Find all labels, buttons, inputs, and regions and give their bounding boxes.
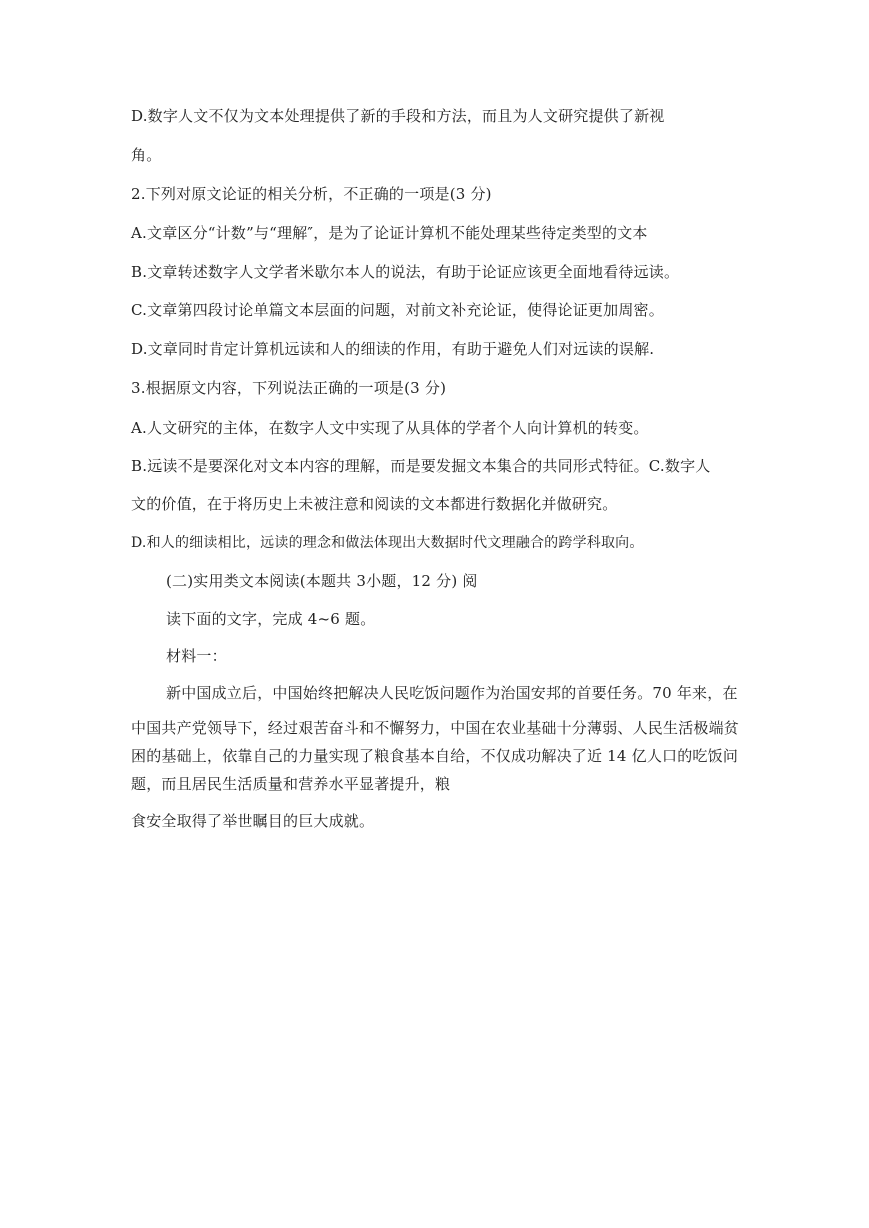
paragraph-line: 题，而且居民生活质量和营养水平显著提升，粮 bbox=[131, 775, 451, 793]
question-2-option-d: D.文章同时肯定计算机远读和人的细读的作用，有助于避免人们对远读的误解. bbox=[131, 340, 655, 358]
section-heading: (二)实用类文本阅读(本题共 3小题，12 分) 阅 bbox=[166, 572, 478, 590]
question-3-option-d: D.和人的细读相比，远读的理念和做法体现出大数据时代文理融合的跨学科取向。 bbox=[131, 535, 644, 551]
material-label: 材料一： bbox=[166, 647, 227, 665]
question-2-option-b: B.文章转述数字人文学者米歇尔本人的说法，有助于论证应该更全面地看待远读。 bbox=[131, 263, 680, 281]
section-instruction: 读下面的文字，完成 4~6 题。 bbox=[166, 610, 376, 628]
option-d-continuation: 角。 bbox=[131, 146, 162, 164]
question-3-option-b: B.远读不是要深化对文本内容的理解，而是要发掘文本集合的共同形式特征。C.数字人 bbox=[131, 457, 711, 475]
question-3-stem: 3.根据原文内容，下列说法正确的一项是(3 分) bbox=[131, 379, 447, 397]
question-2-option-a: A.文章区分“计数”与“理解″，是为了论证计算机不能处理某些待定类型的文本 bbox=[131, 224, 648, 242]
option-d-line: D.数字人文不仅为文本处理提供了新的手段和方法，而且为人文研究提供了新视 bbox=[131, 107, 665, 125]
paragraph-line: 食安全取得了举世瞩目的巨大成就。 bbox=[131, 812, 375, 830]
paragraph-line: 困的基础上，依靠自己的力量实现了粮食基本自给，不仅成功解决了近 14 亿人口的吃饭问 bbox=[131, 747, 739, 765]
question-2-stem: 2.下列对原文论证的相关分析，不正确的一项是(3 分) bbox=[131, 185, 492, 203]
question-3-option-c-cont: 文的价值，在于将历史上未被注意和阅读的文本都进行数据化并做研究。 bbox=[131, 495, 618, 513]
paragraph-line: 中国共产党领导下，经过艰苦奋斗和不懈努力，中国在农业基础十分薄弱、人民生活极端贫 bbox=[131, 719, 740, 737]
paragraph-line: 新中国成立后，中国始终把解决人民吃饭问题作为治国安邦的首要任务。70 年来，在 bbox=[166, 684, 738, 702]
question-3-option-a: A.人文研究的主体，在数字人文中实现了从具体的学者个人向计算机的转变。 bbox=[131, 419, 649, 437]
question-2-option-c: C.文章第四段讨论单篇文本层面的问题，对前文补充论证，使得论证更加周密。 bbox=[131, 301, 664, 319]
